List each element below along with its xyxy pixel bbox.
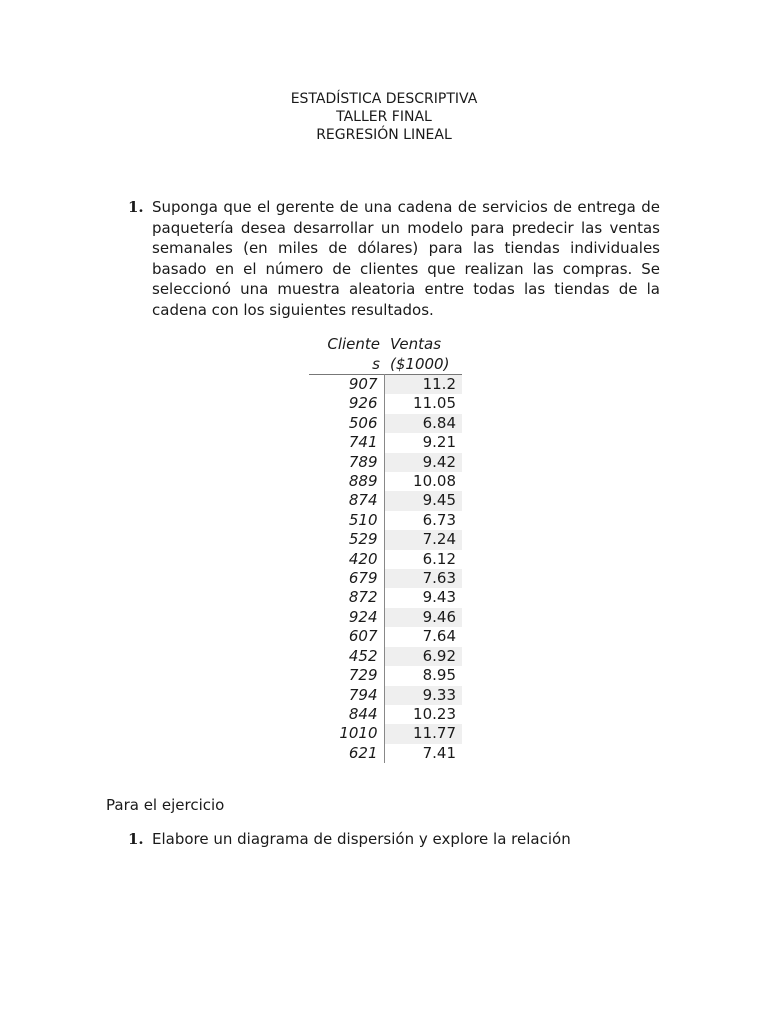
table-row xyxy=(309,530,462,549)
cell-ventas: 10.23 xyxy=(413,704,456,723)
table-row xyxy=(309,491,462,510)
table-row xyxy=(309,608,462,627)
cell-clientes: 529 xyxy=(309,530,384,549)
cell-ventas: 9.43 xyxy=(422,588,456,607)
cell-ventas: 9.21 xyxy=(422,433,456,452)
cell-clientes: 607 xyxy=(309,627,384,646)
cell-clientes: 889 xyxy=(309,472,384,491)
data-table xyxy=(309,334,462,763)
cell-clientes: 420 xyxy=(309,550,384,569)
title-line-subject: ESTADÍSTICA DESCRIPTIVA xyxy=(290,91,478,107)
cell-ventas: 9.45 xyxy=(384,491,462,510)
cell-ventas: 6.84 xyxy=(384,414,462,433)
cell-clientes: 452 xyxy=(309,647,384,666)
table-row xyxy=(309,375,462,395)
cell-clientes: 874 xyxy=(309,491,384,510)
cell-ventas: 9.42 xyxy=(384,453,462,472)
header-clientes: Cliente s xyxy=(327,335,380,373)
table-row xyxy=(309,647,462,666)
cell-clientes: 679 xyxy=(309,569,384,588)
cell-clientes: 506 xyxy=(309,414,384,433)
cell-ventas: 11.05 xyxy=(413,394,456,413)
cell-ventas: 7.63 xyxy=(384,569,462,588)
exercise-intro: Para el ejercicio xyxy=(106,796,225,814)
table-row xyxy=(309,569,462,588)
cell-clientes: 621 xyxy=(309,744,384,763)
table-row xyxy=(309,588,462,607)
table-row xyxy=(309,724,462,743)
cell-clientes: 789 xyxy=(309,453,384,472)
cell-ventas: 8.95 xyxy=(422,666,456,685)
table-row xyxy=(309,394,462,413)
exercise-item-1-text: Elabore un diagrama de dispersión y explore la relación xyxy=(152,830,571,848)
cell-ventas: 7.24 xyxy=(384,530,462,549)
table-row xyxy=(309,550,462,569)
table-row xyxy=(309,414,462,433)
cell-clientes: 907 xyxy=(309,375,384,395)
document-title xyxy=(0,90,768,144)
cell-ventas: 11.2 xyxy=(384,375,462,395)
header-ventas: Ventas ($1000) xyxy=(390,335,450,373)
question-1-number: 1. xyxy=(128,198,144,216)
table-row xyxy=(309,453,462,472)
table-body xyxy=(309,375,462,764)
cell-clientes: 1010 xyxy=(309,724,384,743)
cell-ventas: 9.33 xyxy=(384,686,462,705)
table-row xyxy=(309,472,462,491)
cell-clientes: 926 xyxy=(309,394,384,413)
cell-clientes: 510 xyxy=(309,511,384,530)
cell-ventas: 9.46 xyxy=(384,608,462,627)
table-row xyxy=(309,511,462,530)
cell-clientes: 794 xyxy=(309,686,384,705)
exercise-item-1 xyxy=(128,829,660,850)
question-1-text: Suponga que el gerente de una cadena de servicios de entrega de paquetería desea desarrollar un modelo para predecir las ventas semanales (en miles de dólares) para las tiendas individuales basado en el número de clientes que realizan las compras. Se seleccionó una muestra aleatoria entre todas las tiendas de la cadena con los siguientes resultados. xyxy=(152,198,660,319)
cell-ventas: 10.08 xyxy=(413,472,456,491)
question-1 xyxy=(128,197,660,321)
cell-clientes: 741 xyxy=(309,433,384,452)
table-row xyxy=(309,666,462,685)
title-line-workshop: TALLER FINAL xyxy=(336,109,432,125)
table-row xyxy=(309,686,462,705)
cell-ventas: 6.12 xyxy=(422,549,456,568)
cell-clientes: 924 xyxy=(309,608,384,627)
table-row xyxy=(309,627,462,646)
exercise-item-1-number: 1. xyxy=(128,830,144,848)
cell-ventas: 6.92 xyxy=(384,647,462,666)
cell-ventas: 7.64 xyxy=(422,627,456,646)
cell-clientes: 844 xyxy=(309,705,384,724)
cell-ventas: 6.73 xyxy=(422,510,456,529)
table-row xyxy=(309,433,462,452)
cell-clientes: 729 xyxy=(309,666,384,685)
cell-ventas: 7.41 xyxy=(422,743,456,762)
cell-ventas: 11.77 xyxy=(384,724,462,743)
table-header-row xyxy=(309,334,462,375)
title-line-topic: REGRESIÓN LINEAL xyxy=(316,127,452,143)
table-row xyxy=(309,705,462,724)
cell-clientes: 872 xyxy=(309,588,384,607)
table-row xyxy=(309,744,462,763)
